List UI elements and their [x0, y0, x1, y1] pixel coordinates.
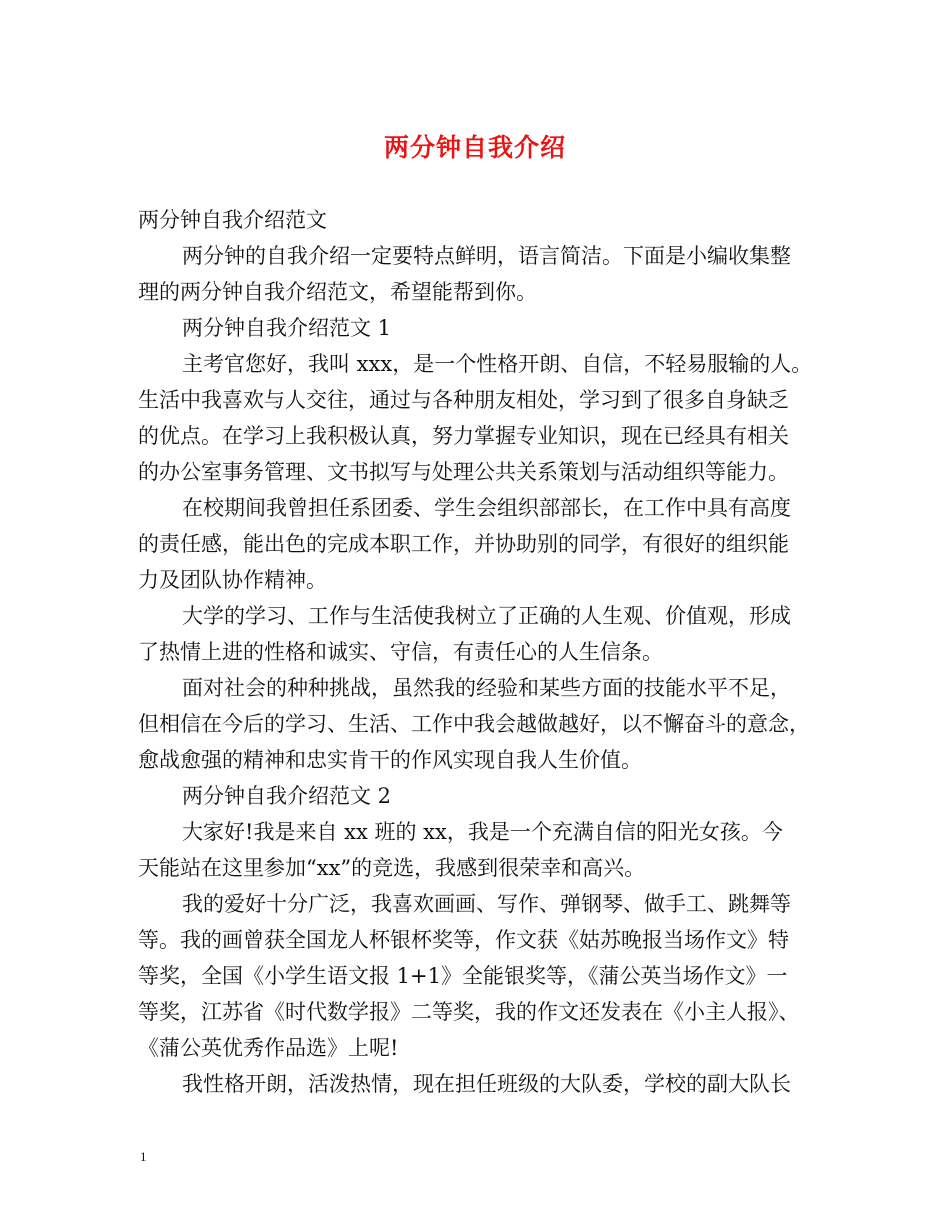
text-line: 面对社会的种种挑战，虽然我的经验和某些方面的技能水平不足， — [182, 676, 791, 700]
text-line: 两分钟的自我介绍一定要特点鲜明，语言简洁。下面是小编收集整 — [182, 244, 791, 268]
text-line: 的责任感，能出色的完成本职工作，并协助别的同学，有很好的组织能 — [138, 532, 789, 556]
text-line: 但相信在今后的学习、生活、工作中我会越做越好，以不懈奋斗的意念， — [138, 712, 810, 736]
document-body — [138, 202, 828, 1102]
text-line: 生活中我喜欢与人交往，通过与各种朋友相处，学习到了很多自身缺乏 — [138, 388, 789, 412]
text-line: 天能站在这里参加“xx”的竞选，我感到很荣幸和高兴。 — [138, 856, 646, 880]
text-line: 我的爱好十分广泛，我喜欢画画、写作、弹钢琴、做手工、跳舞等 — [182, 892, 791, 916]
text-line: 的优点。在学习上我积极认真，努力掌握专业知识，现在已经具有相关 — [138, 424, 789, 448]
text-line: 在校期间我曾担任系团委、学生会组织部部长，在工作中具有高度 — [182, 496, 791, 520]
text-line: 主考官您好，我叫 xxx，是一个性格开朗、自信，不轻易服输的人。 — [182, 352, 813, 376]
text-line: 两分钟自我介绍范文 1 — [182, 316, 392, 340]
text-line: 大家好!我是来自 xx 班的 xx，我是一个充满自信的阳光女孩。今 — [182, 820, 783, 844]
text-line: 理的两分钟自我介绍范文，希望能帮到你。 — [138, 280, 537, 304]
page-number: 1 — [140, 1149, 147, 1164]
text-line: 愈战愈强的精神和忠实肯干的作风实现自我人生价值。 — [138, 748, 642, 772]
text-line: 大学的学习、工作与生活使我树立了正确的人生观、价值观，形成 — [182, 604, 791, 628]
document-title: 两分钟自我介绍 — [383, 133, 566, 162]
text-line: 等奖，江苏省《时代数学报》二等奖，我的作文还发表在《小主人报》、 — [138, 1000, 800, 1024]
text-line: 等奖，全国《小学生语文报 1+1》全能银奖等，《蒲公英当场作文》一 — [138, 964, 788, 988]
text-line: 力及团队协作精神。 — [138, 568, 327, 592]
text-line: 两分钟自我介绍范文 — [138, 208, 327, 232]
text-line: 《蒲公英优秀作品选》上呢! — [138, 1036, 399, 1060]
text-line: 等。我的画曾获全国龙人杯银杯奖等，作文获《姑苏晚报当场作文》特 — [138, 928, 789, 952]
text-line: 的办公室事务管理、文书拟写与处理公共关系策划与活动组织等能力。 — [138, 460, 789, 484]
text-line: 两分钟自我介绍范文 2 — [182, 784, 392, 808]
text-line: 我性格开朗，活泼热情，现在担任班级的大队委，学校的副大队长 — [182, 1072, 791, 1096]
text-line: 了热情上进的性格和诚实、守信，有责任心的人生信条。 — [138, 640, 663, 664]
